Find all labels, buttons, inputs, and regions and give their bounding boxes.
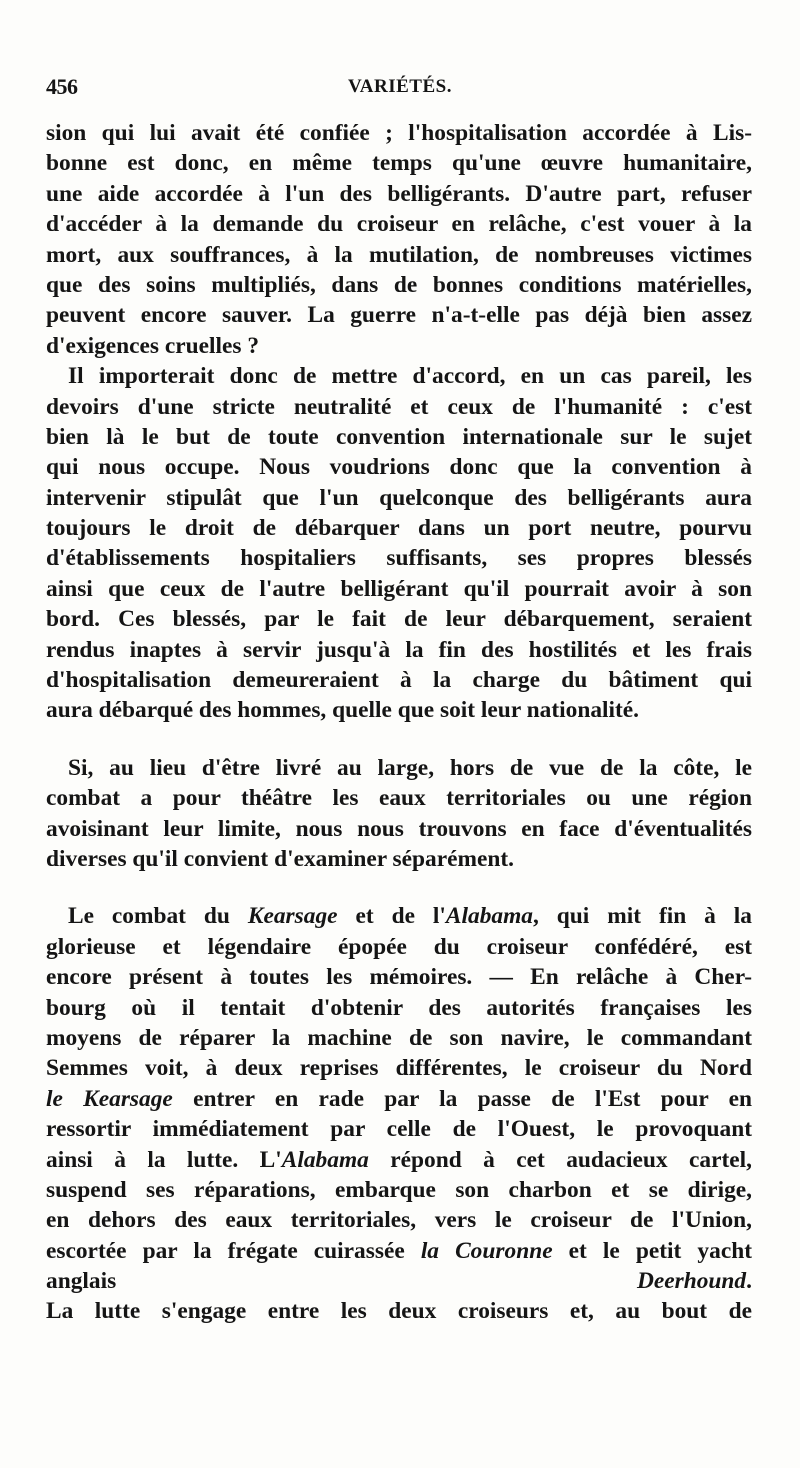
paragraph [46,753,752,875]
page-header [46,74,754,104]
text-run: . [746,1268,752,1295]
text-line: Il importerait donc de mettre d'accord, en un cas pareil, les [68,363,752,390]
text-line: moyens de réparer la machine de son navire, le commandant [46,1024,752,1051]
text-line: glorieuse et légendaire épopée du croiseur confédéré, est [46,933,752,960]
paragraph [46,361,752,726]
italic-text: Alabama [281,1146,369,1173]
running-title: VARIÉTÉS. [348,76,452,97]
paragraph [46,901,752,1326]
text-line: que des soins multipliés, dans de bonnes conditions matérielles, [46,271,752,298]
text-line: toujours le droit de débarquer dans un port neutre, pourvu [46,515,752,542]
text-line: une aide accordée à l'un des belligérants. D'autre part, refuser [46,180,752,207]
text-line [46,1084,752,1114]
text-line: aura débarqué des hommes, quelle que soit leur nationalité. [46,697,640,724]
italic-text: le Kearsage [46,1085,173,1112]
text-run: , qui mit fin à la [533,903,753,930]
text-line: mort, aux souffrances, à la mutilation, de nombreuses victimes [46,241,752,268]
text-line: d'hospitalisation demeureraient à la charge du bâtiment qui [46,667,752,694]
text-run: et le petit yacht [552,1237,752,1264]
text-line: rendus inaptes à servir jusqu'à la fin des hostilités et les frais [46,636,752,663]
text-line: diverses qu'il convient d'examiner séparément. [46,845,514,872]
italic-text: Deerhound [636,1268,747,1295]
text-line: La lutte s'engage entre les deux croiseurs et, au bout de [46,1298,752,1325]
italic-text: Alabama [445,903,533,930]
text-line [46,1145,752,1175]
text-line: ressortir immédiatement par celle de l'Ouest, le provoquant [46,1116,752,1143]
page-number: 456 [46,74,78,99]
text-line: qui nous occupe. Nous voudrions donc que la convention à [46,454,752,481]
text-run: escortée par la frégate cuirassée [46,1237,421,1264]
text-run: et de l' [337,903,446,930]
paragraph [46,118,752,361]
text-line: d'accéder à la demande du croiseur en relâche, c'est vouer à la [46,211,752,238]
text-line: Si, au lieu d'être livré au large, hors de vue de la côte, le [68,754,752,781]
text-run: entrer en rade par la passe de l'Est pour en [172,1085,752,1112]
paragraph-gap [46,726,752,753]
text-line: avoisinant leur limite, nous nous trouvons en face d'éventualités [46,815,752,842]
text-line: peuvent encore sauver. La guerre n'a-t-elle pas déjà bien assez [46,302,752,329]
text-line: Semmes voit, à deux reprises différentes, le croiseur du Nord [46,1055,752,1082]
text-line: combat a pour théâtre les eaux territoriales ou une région [46,785,752,812]
italic-text: Kearsage [247,903,338,930]
text-line: bord. Ces blessés, par le fait de leur débarquement, seraient [46,606,752,633]
text-line: en dehors des eaux territoriales, vers le croiseur de l'Union, [46,1207,752,1234]
text-line [46,901,752,931]
text-line [46,1266,752,1296]
text-line: suspend ses réparations, embarque son charbon et se dirige, [46,1176,752,1203]
text-run: ainsi à la lutte. L' [46,1146,282,1173]
text-line: d'établissements hospitaliers suffisants, ses propres blessés [46,545,752,572]
text-line: intervenir stipulât que l'un quelconque des belligérants aura [46,484,752,511]
text-line: ainsi que ceux de l'autre belligérant qu'il pourrait avoir à son [46,575,752,602]
text-run: Le combat du [68,903,248,930]
paragraph-gap [46,874,752,901]
text-line: d'exigences cruelles ? [46,332,260,359]
text-line [46,1236,752,1266]
body-text [46,118,752,1327]
text-run: anglais [46,1268,637,1295]
text-line: bonne est donc, en même temps qu'une œuvre humanitaire, [46,150,752,177]
text-line: bourg où il tentait d'obtenir des autorités françaises les [46,994,752,1021]
text-line: devoirs d'une stricte neutralité et ceux de l'humanité : c'est [46,393,752,420]
text-line: sion qui lui avait été confiée ; l'hospitalisation accordée à Lis- [46,120,752,146]
text-line: bien là le but de toute convention internationale sur le sujet [46,423,752,450]
italic-text: la Couronne [420,1237,553,1264]
text-run: répond à cet audacieux cartel, [368,1146,752,1173]
text-line: encore présent à toutes les mémoires. — En relâche à Cher- [46,964,752,991]
